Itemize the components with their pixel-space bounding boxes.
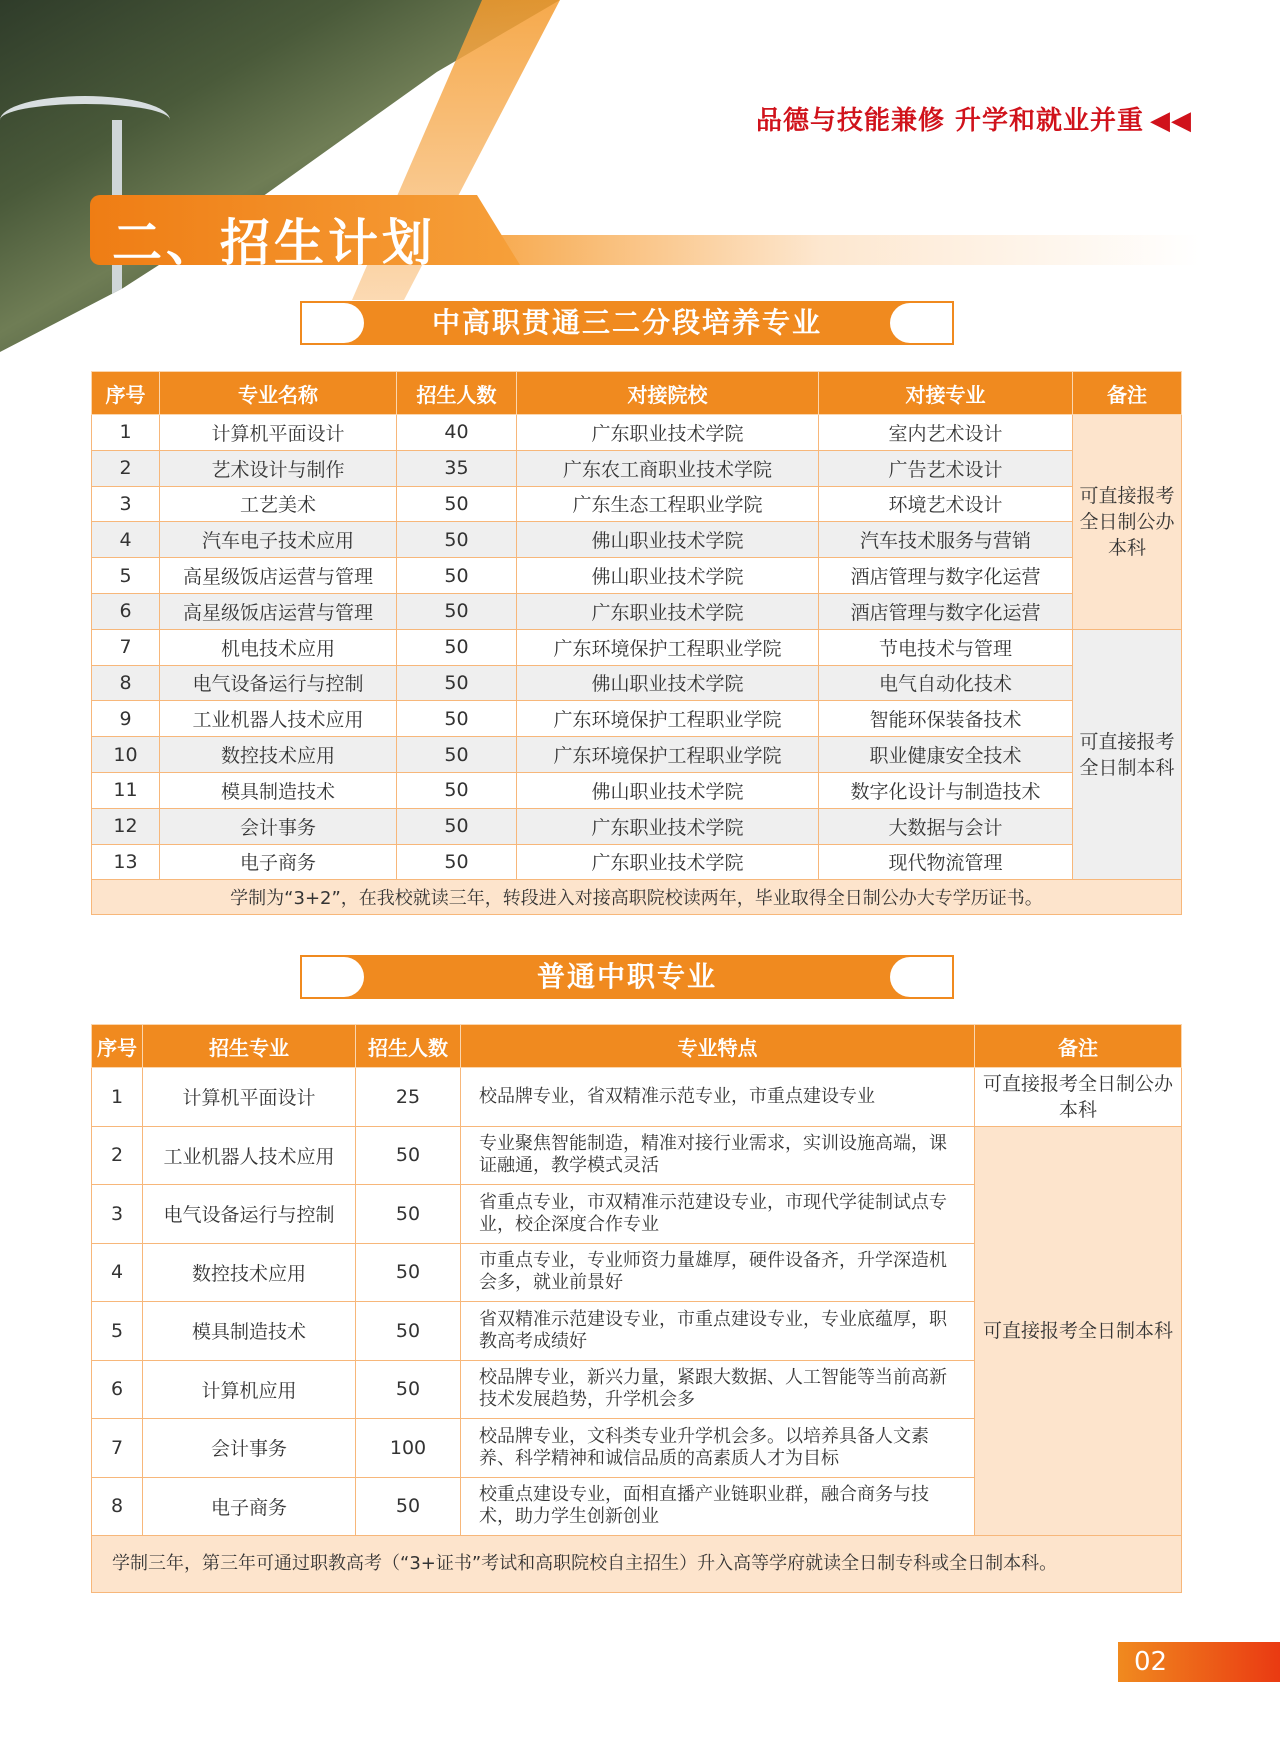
- table-cell: 10: [92, 737, 160, 773]
- table-cell: 12: [92, 808, 160, 844]
- table-row: [92, 450, 1182, 486]
- col-header: 备注: [975, 1025, 1182, 1068]
- col-header: 对接专业: [819, 372, 1073, 415]
- table-cell: 电气设备运行与控制: [160, 665, 397, 701]
- table-cell: 节电技术与管理: [819, 629, 1073, 665]
- table-cell: 50: [397, 844, 517, 880]
- table-row: [92, 1126, 1182, 1185]
- table-row: [92, 486, 1182, 522]
- col-header: 招生专业: [143, 1025, 356, 1068]
- table-cell: 省重点专业，市双精准示范建设专业，市现代学徒制试点专业，校企深度合作专业: [461, 1185, 975, 1244]
- col-header: 序号: [92, 372, 160, 415]
- table-cell: 50: [397, 558, 517, 594]
- table-row: [92, 808, 1182, 844]
- table-cell: 高星级饭店运营与管理: [160, 593, 397, 629]
- table-cell: 省双精准示范建设专业，市重点建设专业，专业底蕴厚，职教高考成绩好: [461, 1302, 975, 1361]
- table-cell: 高星级饭店运营与管理: [160, 558, 397, 594]
- table-row: [92, 629, 1182, 665]
- table-cell: 广告艺术设计: [819, 450, 1073, 486]
- table-cell: 会计事务: [143, 1419, 356, 1478]
- table-cell: 3: [92, 1185, 143, 1244]
- table-cell: 50: [356, 1360, 461, 1419]
- table-cell: 1: [92, 415, 160, 451]
- table-3plus2: [91, 371, 1182, 915]
- table-cell: 广东环境保护工程职业学院: [517, 701, 819, 737]
- table-cell: 8: [92, 665, 160, 701]
- table-cell: 机电技术应用: [160, 629, 397, 665]
- table2-title: 普通中职专业: [536, 960, 717, 993]
- table-cell: 模具制造技术: [160, 772, 397, 808]
- col-header: 对接院校: [517, 372, 819, 415]
- table-cell: 25: [356, 1068, 461, 1127]
- table-cell: 9: [92, 701, 160, 737]
- table-cell: 广东职业技术学院: [517, 415, 819, 451]
- section-title-fade: [440, 235, 1200, 265]
- table-cell: 电子商务: [160, 844, 397, 880]
- table-cell: 8: [92, 1477, 143, 1536]
- page-number: 02: [1118, 1642, 1280, 1682]
- table-cell: 35: [397, 450, 517, 486]
- table-cell: 酒店管理与数字化运营: [819, 558, 1073, 594]
- table-cell: 工业机器人技术应用: [143, 1126, 356, 1185]
- table-row: [92, 701, 1182, 737]
- table-cell: 100: [356, 1419, 461, 1478]
- table-cell: 酒店管理与数字化运营: [819, 593, 1073, 629]
- note-cell: 可直接报考全日制公办本科: [1073, 415, 1182, 630]
- table-row: [92, 558, 1182, 594]
- table-cell: 校品牌专业，省双精准示范专业，市重点建设专业: [461, 1068, 975, 1127]
- table1-title-pill: [300, 301, 954, 345]
- table-row: [92, 415, 1182, 451]
- table-row: [92, 593, 1182, 629]
- col-header: 专业特点: [461, 1025, 975, 1068]
- table-cell: 50: [356, 1243, 461, 1302]
- table-cell: 市重点专业，专业师资力量雄厚，硬件设备齐，升学深造机会多，就业前景好: [461, 1243, 975, 1302]
- double-arrow-left-icon: ◀◀: [1150, 106, 1192, 136]
- col-header: 备注: [1073, 372, 1182, 415]
- table-cell: 数控技术应用: [143, 1243, 356, 1302]
- table-cell: 50: [397, 593, 517, 629]
- slogan: 品德与技能兼修 升学和就业并重 ◀◀: [755, 106, 1192, 136]
- table-cell: 现代物流管理: [819, 844, 1073, 880]
- table-cell: 广东农工商职业技术学院: [517, 450, 819, 486]
- table-row: [92, 522, 1182, 558]
- table1-header-row: [92, 372, 1182, 415]
- table-cell: 50: [356, 1126, 461, 1185]
- lamp-arm: [0, 96, 170, 144]
- col-header: 专业名称: [160, 372, 397, 415]
- table-cell: 大数据与会计: [819, 808, 1073, 844]
- table-cell: 7: [92, 629, 160, 665]
- table-footer-note: 学制三年，第三年可通过职教高考（“3+证书”考试和高职院校自主招生）升入高等学府就读全日制专科或全日制本科。: [92, 1536, 1182, 1593]
- table-cell: 50: [397, 522, 517, 558]
- table-cell: 50: [356, 1477, 461, 1536]
- table1-title: 中高职贯通三二分段培养专业: [431, 306, 822, 339]
- table-cell: 佛山职业技术学院: [517, 772, 819, 808]
- table-cell: 3: [92, 486, 160, 522]
- table-cell: 工艺美术: [160, 486, 397, 522]
- table-cell: 50: [397, 701, 517, 737]
- table-cell: 会计事务: [160, 808, 397, 844]
- table-cell: 电子商务: [143, 1477, 356, 1536]
- col-header: 招生人数: [397, 372, 517, 415]
- table-cell: 50: [356, 1302, 461, 1361]
- table-cell: 50: [397, 665, 517, 701]
- table-cell: 校品牌专业，文科类专业升学机会多。以培养具备人文素养、科学精神和诚信品质的高素质人才为目标: [461, 1419, 975, 1478]
- table-cell: 5: [92, 558, 160, 594]
- table-cell: 佛山职业技术学院: [517, 558, 819, 594]
- table2-title-pill: [300, 955, 954, 999]
- table-cell: 40: [397, 415, 517, 451]
- table-row: [92, 772, 1182, 808]
- table-cell: 电气自动化技术: [819, 665, 1073, 701]
- note-cell: 可直接报考全日制本科: [1073, 629, 1182, 880]
- table-row: [92, 665, 1182, 701]
- table-footer-row: [92, 880, 1182, 915]
- table-cell: 室内艺术设计: [819, 415, 1073, 451]
- table-cell: 广东职业技术学院: [517, 808, 819, 844]
- table-cell: 艺术设计与制作: [160, 450, 397, 486]
- table-cell: 电气设备运行与控制: [143, 1185, 356, 1244]
- table-cell: 广东职业技术学院: [517, 844, 819, 880]
- table-cell: 佛山职业技术学院: [517, 665, 819, 701]
- table-cell: 专业聚焦智能制造，精准对接行业需求，实训设施高端，课证融通，教学模式灵活: [461, 1126, 975, 1185]
- table-cell: 50: [397, 629, 517, 665]
- table-cell: 7: [92, 1419, 143, 1478]
- table-cell: 环境艺术设计: [819, 486, 1073, 522]
- table-cell: 模具制造技术: [143, 1302, 356, 1361]
- table-row: [92, 737, 1182, 773]
- table-row: [92, 844, 1182, 880]
- table-cell: 计算机平面设计: [160, 415, 397, 451]
- table-cell: 工业机器人技术应用: [160, 701, 397, 737]
- table-footer-note: 学制为“3+2”，在我校就读三年，转段进入对接高职院校读两年，毕业取得全日制公办大专学历证书。: [92, 880, 1182, 915]
- col-header: 招生人数: [356, 1025, 461, 1068]
- table-cell: 5: [92, 1302, 143, 1361]
- table-cell: 2: [92, 1126, 143, 1185]
- table-cell: 广东生态工程职业学院: [517, 486, 819, 522]
- table-cell: 汽车技术服务与营销: [819, 522, 1073, 558]
- section-title: 二、招生计划: [112, 214, 436, 272]
- table-cell: 50: [397, 486, 517, 522]
- table-cell: 校品牌专业，新兴力量，紧跟大数据、人工智能等当前高新技术发展趋势，升学机会多: [461, 1360, 975, 1419]
- table-cell: 6: [92, 1360, 143, 1419]
- note-cell: 可直接报考全日制本科: [975, 1126, 1182, 1536]
- table-cell: 广东职业技术学院: [517, 593, 819, 629]
- table-cell: 6: [92, 593, 160, 629]
- table-cell: 50: [397, 737, 517, 773]
- table-cell: 2: [92, 450, 160, 486]
- note-cell: 可直接报考全日制公办本科: [975, 1068, 1182, 1127]
- table-cell: 佛山职业技术学院: [517, 522, 819, 558]
- table-cell: 智能环保装备技术: [819, 701, 1073, 737]
- table-cell: 广东环境保护工程职业学院: [517, 737, 819, 773]
- table-cell: 50: [397, 772, 517, 808]
- table-cell: 4: [92, 1243, 143, 1302]
- table-cell: 13: [92, 844, 160, 880]
- table-cell: 1: [92, 1068, 143, 1127]
- table-cell: 计算机平面设计: [143, 1068, 356, 1127]
- table-regular: [91, 1024, 1182, 1593]
- table-cell: 11: [92, 772, 160, 808]
- table-cell: 职业健康安全技术: [819, 737, 1073, 773]
- table-row: [92, 1068, 1182, 1127]
- table-cell: 计算机应用: [143, 1360, 356, 1419]
- table-cell: 50: [397, 808, 517, 844]
- col-header: 序号: [92, 1025, 143, 1068]
- table-cell: 校重点建设专业，面相直播产业链职业群，融合商务与技术，助力学生创新创业: [461, 1477, 975, 1536]
- table-footer-row: [92, 1536, 1182, 1593]
- table-cell: 数控技术应用: [160, 737, 397, 773]
- table-cell: 数字化设计与制造技术: [819, 772, 1073, 808]
- table-cell: 50: [356, 1185, 461, 1244]
- table-cell: 汽车电子技术应用: [160, 522, 397, 558]
- table2-header-row: [92, 1025, 1182, 1068]
- table-cell: 4: [92, 522, 160, 558]
- table-cell: 广东环境保护工程职业学院: [517, 629, 819, 665]
